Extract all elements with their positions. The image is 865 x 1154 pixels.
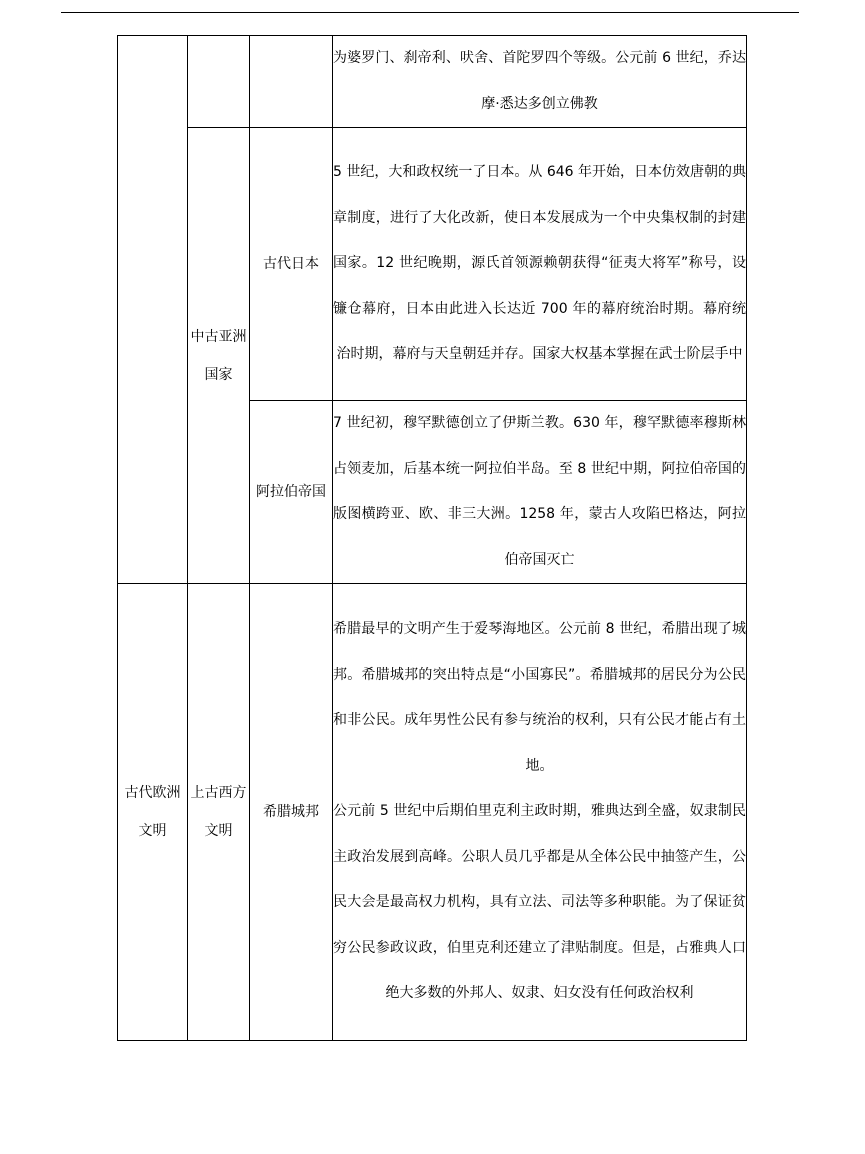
topic-cell-arab: 阿拉伯帝国: [250, 401, 333, 584]
header-rule: [61, 12, 799, 13]
table-row-india-tail: [118, 36, 747, 128]
civilization-cell-europe: 古代欧洲文明: [118, 584, 188, 1041]
content-text-japan: 5 世纪，大和政权统一了日本。从 646 年开始，日本仿效唐朝的典章制度，进行了大化改新，使日本发展成为一个中央集权制的封建国家。12 世纪晚期，源氏首领源赖朝获得“征夷大将军”称号，设镰仓幕府，日本由此进入长达近 700 年的幕府统治时期。幕府统治时期，幕府与天皇朝廷并存。国家大权基本掌握在武士阶层手中: [333, 164, 746, 363]
table-row-japan: [118, 128, 747, 401]
topic-cell-india: [250, 36, 333, 128]
group-cell-india: [188, 36, 250, 128]
content-text-india: 为婆罗门、刹帝利、吠舍、首陀罗四个等级。公元前 6 世纪，乔达摩·悉达多创立佛教: [333, 50, 746, 112]
topic-cell-greece: 希腊城邦: [250, 584, 333, 1041]
topic-cell-japan: 古代日本: [250, 128, 333, 401]
content-cell-india: [333, 36, 747, 128]
group-cell-medieval-asia: 中古亚洲国家: [188, 128, 250, 584]
civilization-cell-asia: [118, 36, 188, 584]
content-text-greece-2: 公元前 5 世纪中后期伯里克利主政时期，雅典达到全盛，奴隶制民主政治发展到高峰。公职人员几乎都是从全体公民中抽签产生，公民大会是最高权力机构，具有立法、司法等多种职能。为了保证贫穷公民参政议政，伯里克利还建立了津贴制度。但是，占雅典人口绝大多数的外邦人、奴隶、妇女没有任何政治权利: [333, 803, 746, 1002]
history-table: [117, 35, 747, 1041]
content-text-greece-1: 希腊最早的文明产生于爱琴海地区。公元前 8 世纪，希腊出现了城邦。希腊城邦的突出特点是“小国寡民”。希腊城邦的居民分为公民和非公民。成年男性公民有参与统治的权利，只有公民才能占有土地。: [333, 621, 746, 774]
table-row-greece: [118, 584, 747, 1041]
content-cell-japan: [333, 128, 747, 401]
group-cell-ancient-west: 上古西方文明: [188, 584, 250, 1041]
content-text-arab: 7 世纪初，穆罕默德创立了伊斯兰教。630 年，穆罕默德率穆斯林占领麦加，后基本统一阿拉伯半岛。至 8 世纪中期，阿拉伯帝国的版图横跨亚、欧、非三大洲。1258 年，蒙古人攻陷巴格达，阿拉伯帝国灭亡: [333, 415, 746, 568]
content-cell-greece: [333, 584, 747, 1041]
content-cell-arab: [333, 401, 747, 584]
